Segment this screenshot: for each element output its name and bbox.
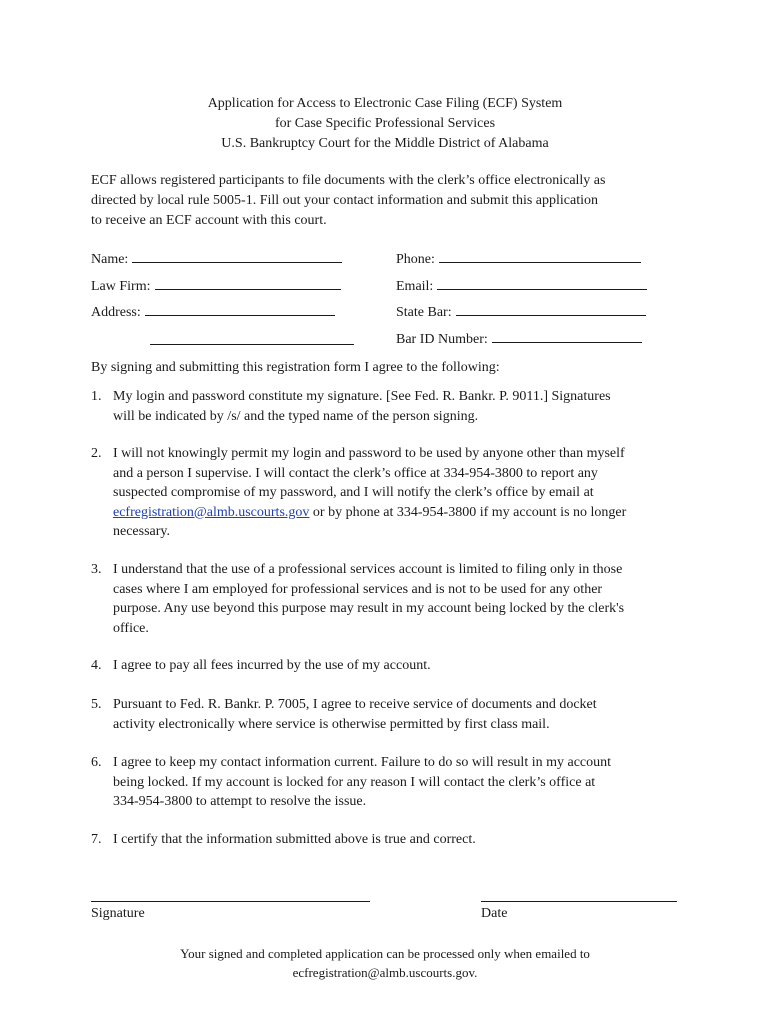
address-field[interactable] <box>91 301 335 323</box>
item-line-continuation: or by phone at 334-954-3800 if my account is no longer <box>309 504 627 520</box>
title-line-1: Application for Access to Electronic Case Filing (ECF) System <box>207 96 563 111</box>
item-number: 1. <box>91 389 102 404</box>
state-bar-input-line[interactable] <box>456 301 646 316</box>
item-line: and a person I supervise. I will contact the clerk’s office at 334-954-3800 to report any <box>113 465 598 481</box>
email-input-line[interactable] <box>437 275 647 290</box>
state-bar-label: State Bar: <box>396 305 452 320</box>
phone-field[interactable] <box>396 248 641 270</box>
item-line: Pursuant to Fed. R. Bankr. P. 7005, I agree to receive service of documents and docket <box>113 697 597 712</box>
law-firm-input-line[interactable] <box>155 275 341 290</box>
bar-id-field[interactable] <box>396 328 642 350</box>
list-item <box>91 444 681 542</box>
bar-id-label: Bar ID Number: <box>396 332 488 347</box>
email-label: Email: <box>396 279 434 294</box>
intro-line-1: ECF allows registered participants to file documents with the clerk’s office electronically as <box>91 173 606 188</box>
item-line: I understand that the use of a professional services account is limited to filing only in those <box>113 562 623 577</box>
item-number: 4. <box>91 658 102 673</box>
name-input-line[interactable] <box>132 248 342 263</box>
footer-line-2: ecfregistration@almb.uscourts.gov. <box>292 965 478 980</box>
email-field[interactable] <box>396 275 647 297</box>
address-second-line[interactable] <box>150 343 354 345</box>
law-firm-label: Law Firm: <box>91 279 151 294</box>
agreement-intro: By signing and submitting this registration form I agree to the following: <box>91 360 500 375</box>
item-number: 7. <box>91 832 102 847</box>
list-item <box>91 753 681 812</box>
address-label: Address: <box>91 305 141 320</box>
title-line-3: U.S. Bankruptcy Court for the Middle District of Alabama <box>221 136 549 151</box>
email-link[interactable]: ecfregistration@almb.uscourts.gov <box>113 504 310 520</box>
signature-line[interactable] <box>91 900 370 902</box>
item-number: 3. <box>91 562 102 577</box>
list-item <box>91 560 681 638</box>
intro-paragraph <box>91 171 691 231</box>
item-number: 2. <box>91 446 102 461</box>
law-firm-field[interactable] <box>91 275 341 297</box>
item-line: purpose. Any use beyond this purpose may result in my account being locked by the clerk's <box>113 601 625 616</box>
list-item <box>91 695 681 734</box>
item-line: being locked. If my account is locked for any reason I will contact the clerk’s office at <box>113 774 596 790</box>
bar-id-input-line[interactable] <box>492 328 642 343</box>
item-line: activity electronically where service is otherwise permitted by first class mail. <box>113 716 550 732</box>
list-item <box>91 656 681 676</box>
item-number: 5. <box>91 697 102 712</box>
document-title <box>0 94 770 154</box>
title-line-2: for Case Specific Professional Services <box>274 116 496 131</box>
name-field[interactable] <box>91 248 342 270</box>
name-label: Name: <box>91 252 129 267</box>
item-line: I agree to pay all fees incurred by the use of my account. <box>113 658 431 673</box>
list-item <box>91 387 681 426</box>
item-line: cases where I am employed for professional services and is not to be used for any other <box>113 581 603 597</box>
item-line: necessary. <box>113 524 171 539</box>
intro-line-3: to receive an ECF account with this court. <box>91 213 327 228</box>
item-number: 6. <box>91 755 102 770</box>
footer-note <box>0 944 770 982</box>
item-line: I certify that the information submitted above is true and correct. <box>113 832 476 847</box>
item-line: will be indicated by /s/ and the typed name of the person signing. <box>113 408 479 424</box>
state-bar-field[interactable] <box>396 301 646 323</box>
item-line: My login and password constitute my signature. [See Fed. R. Bankr. P. 9011.] Signatures <box>113 389 611 404</box>
phone-input-line[interactable] <box>439 248 641 263</box>
list-item <box>91 830 681 850</box>
item-line: I will not knowingly permit my login and password to be used by anyone other than myself <box>113 446 625 461</box>
item-line: 334-954-3800 to attempt to resolve the issue. <box>113 794 367 809</box>
date-label: Date <box>481 906 508 921</box>
item-line <box>113 503 681 523</box>
footer-line-1: Your signed and completed application can be processed only when emailed to <box>180 946 590 961</box>
item-line: office. <box>113 620 149 636</box>
address-input-line[interactable] <box>145 301 335 316</box>
intro-line-2: directed by local rule 5005-1. Fill out your contact information and submit this application <box>91 193 599 208</box>
date-line[interactable] <box>481 900 677 902</box>
item-line: suspected compromise of my password, and I will notify the clerk’s office by email at <box>113 485 594 500</box>
phone-label: Phone: <box>396 252 435 267</box>
item-line: I agree to keep my contact information current. Failure to do so will result in my account <box>113 755 612 770</box>
signature-label: Signature <box>91 906 145 921</box>
